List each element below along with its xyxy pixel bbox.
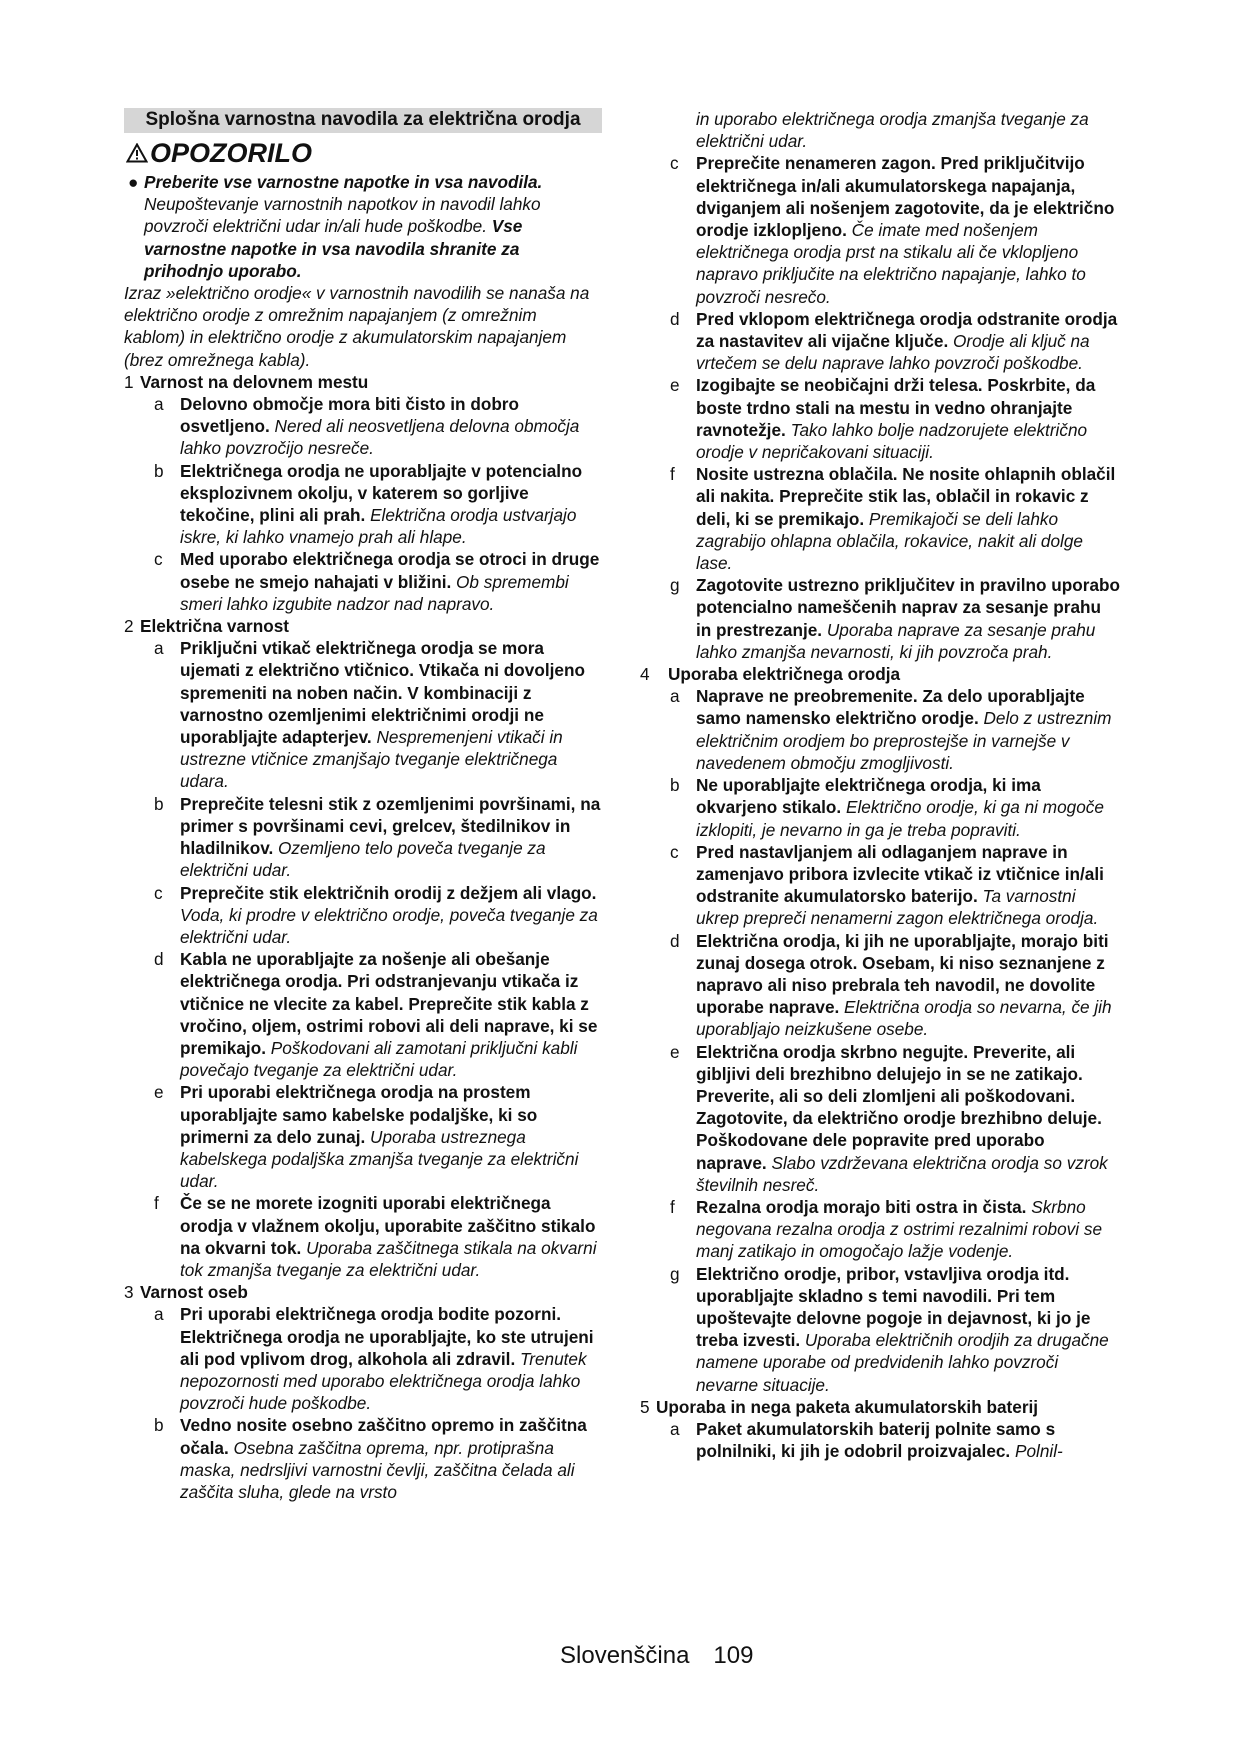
item-bold-text: Električna orodja, ki jih ne uporabljajte, morajo biti zunaj dosega otrok. Osebam, ki niso seznanjene z napravo ali niso prebrala teh navodil, ne dovolite uporabe naprave. (696, 930, 1109, 1018)
item-italic-text: Nespremenjeni vtikači in ustrezne vtičnice zmanjšajo tveganje električnega udara. (180, 727, 563, 792)
section-title: Varnost na delovnem mestu (140, 371, 369, 392)
item-italic-text: Ozemljeno telo poveča tveganje za električni udar. (180, 838, 546, 881)
item-bold-text: Električnega orodja ne uporabljajte v potencialno eksplozivnem okolju, v katerem so gorljive tekočine, plini ali prah. (180, 460, 583, 526)
list-item (640, 774, 1120, 841)
item-letter: c (154, 882, 163, 903)
section-5-number: 5 (640, 1396, 650, 1417)
item-letter: a (154, 638, 164, 659)
item-italic-text: Uporaba ustreznega kabelskega podaljška zmanjša tveganje za električni udar. (180, 1126, 579, 1192)
list-item (124, 1081, 602, 1192)
item-bold-text: Ne uporabljajte električnega orodja, ki ima okvarjeno stikalo. (696, 775, 1041, 818)
item-italic-text: Voda, ki prodre v električno orodje, poveča tveganje za električni udar. (180, 904, 598, 947)
item-letter: c (670, 841, 679, 862)
section-5 (640, 1396, 1120, 1418)
item-letter: d (154, 949, 164, 970)
bullet-italic-text: Neupoštevanje varnostnih napotkov in navodil lahko povzroči električni udar in/ali hude poškodbe. (144, 194, 541, 237)
section-number: 1 (124, 371, 134, 392)
left-column (124, 108, 602, 1503)
section-title: Varnost oseb (140, 1282, 248, 1303)
item-bold-text: Pri uporabi električnega orodja na prostem uporabljajte samo kabelske podaljške, ki so primerni za delo zunaj. (180, 1082, 538, 1147)
list-item (640, 463, 1120, 574)
list-item (124, 548, 602, 615)
list-item (640, 374, 1120, 463)
item-italic-text: Električno orodje, ki ga ni mogoče izklopiti, je nevarno in ga je treba popraviti. (696, 797, 1104, 840)
footer-page-number: 109 (713, 1642, 754, 1669)
item-letter: d (670, 930, 680, 951)
bullet-bold-text-2: Vse varnostne napotke in vsa navodila shranite za prihodnjo uporabo. (144, 216, 523, 281)
list-item (124, 393, 602, 460)
warning-bullet (124, 171, 602, 282)
item-letter: e (154, 1082, 164, 1103)
item-italic-text: Slabo vzdrževana električna orodja so vzrok številnih nesreč. (696, 1152, 1108, 1195)
intro-paragraph: Izraz »električno orodje« v varnostnih navodilih se nanaša na električno orodje z omrežnim napajanjem (z omrežnim kablom) in električno orodje z akumulatorskim napajanjem (brez omrežnega kabla). (124, 283, 590, 370)
item-italic-text: Skrbno negovana rezalna orodja z ostrimi rezalnimi robovi se manj zatikajo in omogočajo lažje vodenje. (696, 1196, 1103, 1262)
item-bold-text: Izogibajte se neobičajni drži telesa. Poskrbite, da boste trdno stali na mestu in vedno ohranjajte ravnotežje. (696, 375, 1096, 440)
item-letter: b (154, 1415, 164, 1436)
item-letter: a (154, 1304, 164, 1325)
section-heading: Splošna varnostna navodila za električna orodja (124, 108, 602, 133)
warning-triangle-icon (126, 143, 148, 163)
item-bold-text: Priključni vtikač električnega orodja se mora ujemati z električno vtičnico. Vtikača ni dovoljeno spremeniti na noben način. V kombinaciji z varnostno ozemljenimi električnimi orodji ne uporabljajte adapterjev. (180, 638, 585, 748)
item-bold-text: Pred vklopom električnega orodja odstranite orodja za nastavitev ali vijačne ključe. (696, 308, 1118, 352)
item-bold-text: Vedno nosite osebno zaščitno opremo in zaščitna očala. (180, 1415, 587, 1458)
page-footer (560, 1642, 753, 1670)
list-item (640, 685, 1120, 774)
item-italic-text: Poškodovani ali zamotani priključni kabli povečajo tveganje za električni udar. (180, 1037, 578, 1081)
item-italic-text: Ob spremembi smeri lahko izgubite nadzor nad napravo. (180, 571, 569, 614)
item-italic-text: Osebna zaščitna oprema, npr. protiprašna maska, nedrsljivi varnostni čevlji, zaščitna čelada ali zaščita sluha, glede na vrsto (180, 1437, 575, 1502)
footer-language: Slovenščina (560, 1642, 690, 1669)
item-letter: b (670, 775, 680, 796)
item-letter: d (670, 308, 680, 329)
item-italic-text: Nered ali neosvetljena delovna območja lahko povzročijo nesreče. (180, 416, 580, 459)
item-italic-text: Tako lahko bolje nadzorujete električno orodje v nepričakovani situaciji. (696, 419, 1088, 463)
item-bold-text: Preprečite stik električnih orodij z dežjem ali vlago. (180, 882, 597, 903)
right-items-section-3 (640, 152, 1120, 663)
section-header (124, 1281, 602, 1303)
list-item (640, 152, 1120, 307)
list-item (124, 1414, 602, 1503)
continuation-italic: in uporabo električnega orodja zmanjša tveganje za električni udar. (696, 109, 1089, 152)
list-item (124, 793, 602, 882)
item-bold-text: Kabla ne uporabljajte za nošenje ali obešanje električnega orodja. Pri odstranjevanju vtikača iz vtičnice ne vlecite za kabel. Preprečite stik kabla z vročino, oljem, ostrimi robovi ali deli naprave, ki se premikajo. (180, 949, 598, 1058)
list-item (640, 930, 1120, 1041)
item-italic-text: Premikajoči se deli lahko zagrabijo ohlapna oblačila, rokavice, nakit ali dolge lase. (696, 508, 1083, 574)
right-items-section-5 (640, 1418, 1120, 1462)
section-4-title: Uporaba električnega orodja (668, 664, 901, 685)
item-italic-text: Električna orodja so nevarna, če jih uporabljajo neizkušene osebe. (696, 997, 1112, 1040)
item-italic-text: Orodje ali ključ na vrtečem se delu naprave lahko povzroči poškodbe. (696, 331, 1090, 374)
item-italic-text: Delo z ustreznim električnim orodjem bo preprostejše in varnejše v navedenem območju zmogljivosti. (696, 708, 1112, 773)
item-bold-text: Rezalna orodja morajo biti ostra in čista. (696, 1196, 1027, 1217)
list-item (640, 1196, 1120, 1263)
list-item (640, 841, 1120, 930)
list-item (640, 1041, 1120, 1196)
item-letter: f (670, 464, 675, 485)
item-letter: g (670, 1263, 680, 1284)
item-letter: g (670, 575, 680, 596)
left-sections (124, 371, 602, 1503)
item-bold-text: Električna orodja skrbno negujte. Preverite, ali gibljivi deli brezhibno delujejo in se ne zatikajo. Preverite, ali so deli zlomljeni ali poškodovani. Zagotovite, da električno orodje brezhibno deluje. Poškodovane dele popravite pred uporabo naprave. (696, 1041, 1102, 1173)
item-letter: e (670, 375, 680, 396)
item-italic-text: Uporaba zaščitnega stikala na okvarni tok zmanjša tveganje za električni udar. (180, 1237, 597, 1280)
item-italic-text: Ta varnostni ukrep prepreči nenamerni zagon električnega orodja. (696, 886, 1099, 929)
right-column (640, 108, 1120, 1462)
warning-title (126, 137, 602, 169)
bullet-dot: ● (128, 172, 139, 192)
item-bold-text: Pri uporabi električnega orodja bodite pozorni. Električnega orodja ne uporabljajte, ko ste utrujeni ali pod vplivom drog, alkohola ali zdravil. (180, 1304, 594, 1369)
list-item (124, 882, 602, 949)
item-letter: f (154, 1193, 159, 1214)
item-bold-text: Preprečite nenameren zagon. Pred priključitvijo električnega in/ali akumulatorskega napajanja, dviganjem ali nošenjem zagotovite, da je električno orodje izklopljeno. (696, 153, 1115, 241)
item-italic-text: Električna orodja ustvarjajo iskre, ki lahko vnamejo prah ali hlape. (180, 505, 577, 548)
item-italic-text: Uporaba električnih orodjih za drugačne namene uporabe od predvidenih lahko povzroči nevarne situacije. (696, 1330, 1109, 1395)
section-title: Električna varnost (140, 616, 290, 637)
list-item (124, 1303, 602, 1414)
bullet-bold-text: Preberite vse varnostne napotke in vsa navodila. (144, 172, 543, 192)
continuation-text (640, 108, 1120, 152)
section-header (124, 615, 602, 637)
item-italic-text: Trenutek nepozornosti med uporabo električnega orodja lahko povzroči hude poškodbe. (180, 1348, 587, 1414)
list-item (124, 460, 602, 549)
item-letter: c (670, 153, 679, 174)
item-bold-text: Med uporabo električnega orodja se otroci in druge osebe ne smejo nahajati v bližini. (180, 549, 600, 592)
item-letter: a (154, 394, 164, 415)
list-item (124, 1192, 602, 1281)
section-number: 2 (124, 616, 134, 637)
warning-title-text: OPOZORILO (150, 138, 312, 168)
item-letter: e (670, 1041, 680, 1062)
item-letter: f (670, 1196, 675, 1217)
item-bold-text: Naprave ne preobremenite. Za delo uporabljajte samo namensko električno orodje. (696, 686, 1085, 729)
list-item (640, 1263, 1120, 1396)
item-bold-text: Zagotovite ustrezno priključitev in pravilno uporabo potencialno nameščenih naprav za sesanje prahu in prestrezanje. (696, 575, 1121, 640)
item-bold-text: Električno orodje, pribor, vstavljiva orodja itd. uporabljajte skladno s temi navodili. Pri tem upoštevajte delovne pogoje in dejavnost, ki jo je treba izvesti. (696, 1263, 1091, 1351)
item-letter: b (154, 460, 164, 481)
item-bold-text: Preprečite telesni stik z ozemljenimi površinami, na primer s površinami cevi, grelcev, štedilnikov in hladilnikov. (180, 793, 601, 859)
item-bold-text: Pred nastavljanjem ali odlaganjem naprave in zamenjavo pribora izvlecite vtikač iz vtičnice in/ali odstranite akumulatorsko baterijo. (696, 841, 1104, 907)
item-letter: c (154, 549, 163, 570)
section-number: 3 (124, 1282, 134, 1303)
item-italic-text: Uporaba naprave za sesanje prahu lahko zmanjša nevarnosti, ki jih povzroča prah. (696, 619, 1096, 662)
item-letter: a (670, 1418, 680, 1439)
section-4 (640, 663, 1120, 685)
item-bold-text: Nosite ustrezna oblačila. Ne nosite ohlapnih oblačil ali nakita. Preprečite stik las, oblačil in rokavic z deli, ki se premikajo. (696, 464, 1116, 529)
item-bold-text: Če se ne morete izogniti uporabi električnega orodja v vlažnem okolju, uporabite zaščitno stikalo na okvarni tok. (180, 1193, 596, 1258)
section-4-number: 4 (640, 664, 650, 685)
list-item (640, 1418, 1120, 1462)
section-5-title: Uporaba in nega paketa akumulatorskih baterij (656, 1396, 1039, 1417)
list-item (640, 308, 1120, 375)
section-header (124, 371, 602, 393)
item-letter: b (154, 793, 164, 814)
item-bold-text: Paket akumulatorskih baterij polnite samo s polnilniki, ki jih je odobril proizvajalec. (696, 1418, 1056, 1462)
item-italic-text: Če imate med nošenjem električnega orodja prst na stikalu ali če vklopljeno napravo priključite na električno napajanje, lahko to povzroči nesrečo. (696, 220, 1086, 307)
item-letter: a (670, 686, 680, 707)
list-item (640, 574, 1120, 663)
item-italic-text: Polnil- (1010, 1441, 1063, 1462)
list-item (124, 948, 602, 1081)
right-items-section-4 (640, 685, 1120, 1396)
item-bold-text: Delovno območje mora biti čisto in dobro osvetljeno. (180, 394, 519, 437)
list-item (124, 637, 602, 792)
